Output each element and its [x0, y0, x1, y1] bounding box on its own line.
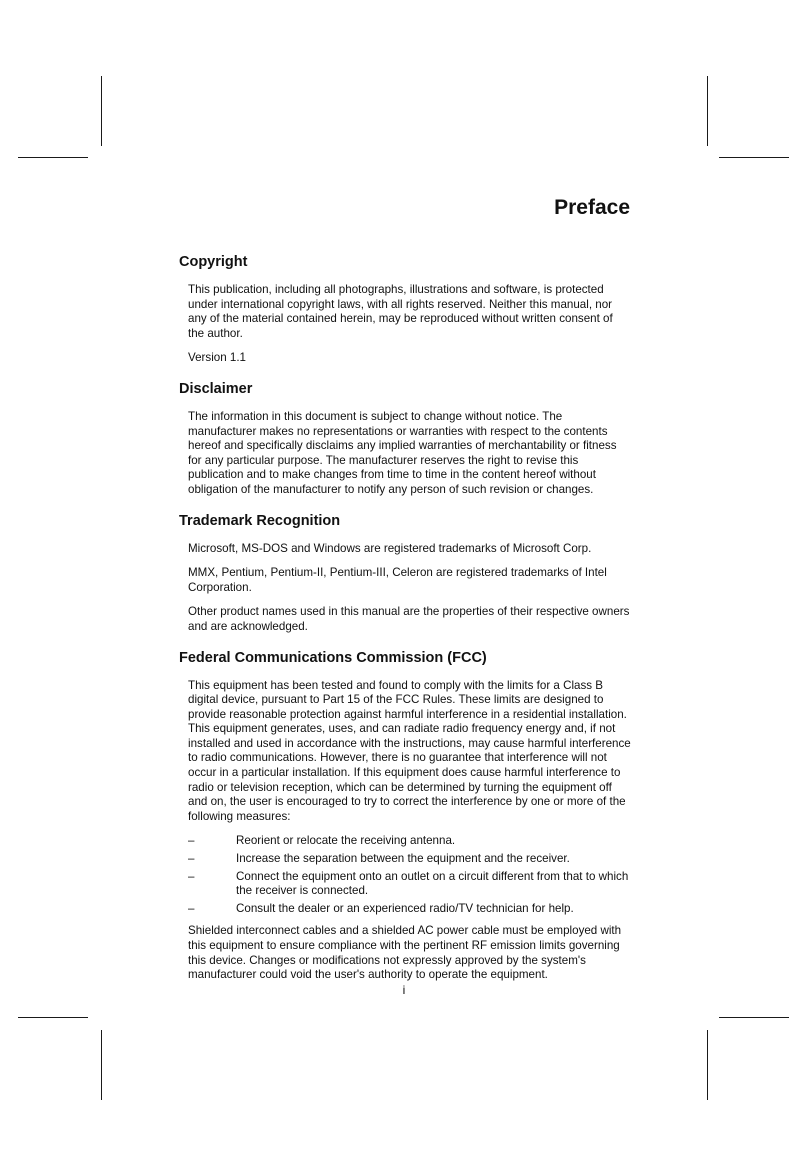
page-content: [179, 253, 631, 997]
crop-mark-bottom-right-vertical: [707, 1030, 708, 1100]
fcc-closing-text: Shielded interconnect cables and a shielded AC power cable must be employed with this equipment to ensure compliance with the pertinent RF emission limits governing this device. Changes or modifications not expressly approved by the system's manufacturer could void the user's authority to operate the equipment.: [188, 924, 622, 982]
crop-mark-top-right-vertical: [707, 76, 708, 146]
list-item-text: Reorient or relocate the receiving antenna.: [236, 834, 456, 848]
copyright-heading: Copyright: [179, 254, 248, 270]
trademark-section: [179, 512, 631, 635]
version-text: Version 1.1: [188, 351, 247, 365]
crop-mark-top-left-vertical: [101, 76, 102, 146]
copyright-text: This publication, including all photographs, illustrations and software, is protected under international copyright laws, with all rights reserved. Neither this manual, nor any of the material contained herein, may be reproduced without written consent of the author.: [188, 283, 613, 340]
list-item-text: Connect the equipment onto an outlet on a circuit different from that to which the receiver is connected.: [236, 869, 629, 898]
page-number: i: [402, 983, 406, 997]
crop-mark-top-left-horizontal: [18, 157, 88, 158]
list-item: [188, 870, 631, 899]
list-bullet: –: [188, 834, 195, 848]
disclaimer-heading: Disclaimer: [179, 380, 253, 397]
crop-mark-bottom-left-horizontal: [18, 1017, 88, 1018]
crop-mark-top-right-horizontal: [719, 157, 789, 158]
fcc-measures-list: [188, 834, 631, 916]
list-item-text: Increase the separation between the equipment and the receiver.: [236, 852, 570, 866]
list-item: [188, 834, 631, 849]
crop-mark-bottom-left-vertical: [101, 1030, 102, 1100]
list-item-text: Consult the dealer or an experienced radio/TV technician for help.: [236, 901, 574, 915]
trademark-intel-text: MMX, Pentium, Pentium-II, Pentium-III, Celeron are registered trademarks of Intel Corporation.: [188, 566, 607, 594]
list-item: [188, 852, 631, 867]
crop-mark-bottom-right-horizontal: [719, 1017, 789, 1018]
fcc-heading: Federal Communications Commission (FCC): [179, 649, 487, 666]
list-bullet: –: [188, 852, 195, 866]
trademark-other-text: Other product names used in this manual are the properties of their respective owners and are acknowledged.: [188, 605, 630, 633]
list-bullet: –: [188, 869, 195, 883]
fcc-section: [179, 649, 631, 983]
list-item: [188, 902, 631, 917]
fcc-intro-text: This equipment has been tested and found to comply with the limits for a Class B digital device, pursuant to Part 15 of the FCC Rules. These limits are designed to provide reasonable protection against harmful interference in a residential installation. This equipment generates, uses, and can radiate radio frequency energy and, if not installed and used in accordance with the instructions, may cause harmful interference to radio communications. However, there is no guarantee that interference will not occur in a particular installation. If this equipment does cause harmful interference to radio or television reception, which can be determined by turning the equipment off and on, the user is encouraged to try to correct the interference by one or more of the following measures:: [188, 678, 631, 823]
list-bullet: –: [188, 901, 195, 915]
copyright-section: [179, 253, 631, 366]
trademark-heading: Trademark Recognition: [179, 512, 341, 529]
trademark-microsoft-text: Microsoft, MS-DOS and Windows are registered trademarks of Microsoft Corp.: [188, 541, 592, 555]
disclaimer-text: The information in this document is subject to change without notice. The manufacturer makes no representations or warranties with respect to the contents hereof and specifically disclaims any implied warranties of merchantability or fitness for any particular purpose. The manufacturer reserves the right to revise this publication and to make changes from time to time in the content hereof without obligation of the manufacturer to notify any person of such revision or changes.: [188, 409, 617, 496]
disclaimer-section: [179, 380, 631, 498]
page-title: Preface: [554, 196, 630, 219]
